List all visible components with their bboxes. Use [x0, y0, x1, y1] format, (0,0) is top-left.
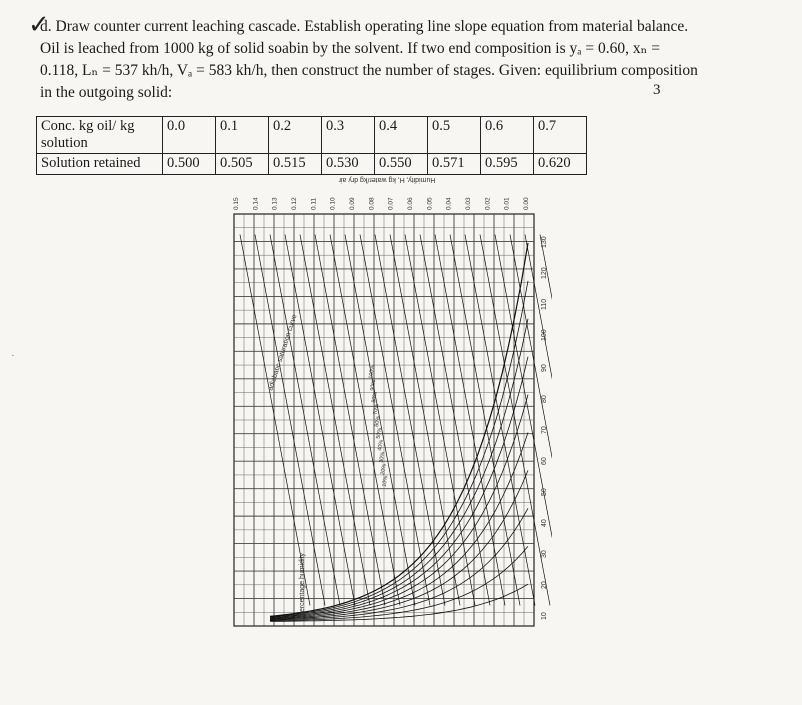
x-tick-label: 20 — [541, 581, 548, 589]
percent-labels — [368, 364, 389, 487]
y-tick-label: 0.10 — [329, 197, 337, 210]
y-tick-label: 0.12 — [291, 197, 298, 210]
table-cell: 0.571 — [428, 154, 481, 175]
chart-top-label: Humidity, H, kg water/kg dry air — [338, 176, 436, 183]
table-cell: 0.595 — [481, 154, 534, 175]
humidity-curve — [270, 281, 528, 617]
adiabatic-curve-label: adiabatic saturation curve — [267, 313, 299, 392]
question-line-2: Oil is leached from 1000 kg of solid soabin by the solvent. If two end composition is yₐ = 0.60, xₙ = — [40, 40, 660, 57]
percentage-humidity-label: percentage humidity — [299, 552, 306, 616]
y-tick-label: 0.09 — [349, 197, 356, 210]
y-tick-label: 0.15 — [233, 197, 240, 210]
percent-label: 90% — [369, 379, 378, 392]
percent-label: 100% — [368, 364, 377, 380]
x-tick-label: 100 — [541, 329, 548, 341]
percent-label: 40% — [377, 439, 385, 452]
table-cell: 0.530 — [322, 154, 375, 175]
margin-mark: · — [11, 350, 15, 362]
table-cell: 0.1 — [216, 117, 269, 154]
y-tick-label: 0.07 — [387, 197, 395, 210]
percent-label: 20% — [380, 463, 388, 476]
percent-label: 50% — [375, 427, 384, 440]
marks: 3 — [653, 82, 661, 98]
x-tick-label: 50 — [541, 488, 548, 496]
x-tick-label: 70 — [541, 426, 548, 434]
humidity-curve — [270, 243, 528, 616]
x-tick-label: 90 — [541, 364, 548, 372]
y-tick-label: 0.11 — [310, 197, 318, 210]
table-row — [37, 154, 587, 175]
question-line-4: in the outgoing solid: — [40, 84, 173, 101]
equilibrium-table — [36, 116, 587, 175]
table-cell: 0.505 — [216, 154, 269, 175]
y-tick-label: 0.01 — [503, 197, 511, 210]
x-tick-label: 60 — [541, 457, 548, 465]
x-tick-label: 10 — [541, 612, 548, 620]
x-tick-label: 120 — [541, 267, 548, 279]
question-line-1: d. Draw counter current leaching cascade. Establish operating line slope equation from material balance. — [40, 18, 689, 35]
table-cell: 0.500 — [163, 154, 216, 175]
table-cell: 0.550 — [375, 154, 428, 175]
percent-label: 30% — [378, 451, 387, 464]
x-tick-label: 130 — [541, 236, 548, 248]
chart-side-caption — [586, 168, 616, 638]
table-cell: 0.3 — [322, 117, 375, 154]
y-tick-label: 0.00 — [523, 197, 530, 210]
table-cell: 0.6 — [481, 117, 534, 154]
check-mark-icon: ✓ — [28, 10, 50, 39]
question-text — [40, 16, 740, 104]
y-tick-label: 0.04 — [445, 197, 453, 210]
y-tick-label: 0.02 — [484, 197, 492, 210]
table-cell: 0.7 — [534, 117, 587, 154]
x-tick-label: 40 — [541, 519, 548, 527]
adiabatic-line — [540, 235, 552, 606]
y-tick-label: 0.06 — [407, 197, 414, 210]
chart-curves — [240, 235, 552, 622]
percent-label: 80% — [371, 391, 379, 404]
percent-label: 60% — [374, 415, 382, 428]
table-cell: 0.2 — [269, 117, 322, 154]
y-tick-label: 0.05 — [426, 197, 434, 210]
y-tick-label: 0.14 — [252, 197, 260, 210]
humidity-chart — [222, 176, 552, 646]
table-cell: 0.620 — [534, 154, 587, 175]
x-tick-label: 30 — [541, 550, 548, 558]
row-header-retained: Solution retained — [37, 154, 163, 175]
table-cell: 0.0 — [163, 117, 216, 154]
percent-label: 10% — [381, 475, 390, 488]
humidity-curve — [270, 357, 528, 618]
row-header-conc: Conc. kg oil/ kg solution — [37, 117, 163, 154]
y-tick-label: 0.13 — [271, 197, 279, 210]
x-tick-label: 80 — [541, 395, 548, 403]
y-tick-labels — [233, 197, 530, 210]
y-tick-label: 0.03 — [465, 197, 472, 210]
table-cell: 0.515 — [269, 154, 322, 175]
x-tick-label: 110 — [541, 298, 548, 310]
table-cell: 0.5 — [428, 117, 481, 154]
y-tick-label: 0.08 — [368, 197, 376, 210]
question-line-3: 0.118, Lₙ = 537 kh/h, Vₐ = 583 kh/h, then construct the number of stages. Given: equilibrium composition — [40, 62, 698, 79]
percent-label: 70% — [372, 403, 381, 416]
table-cell: 0.4 — [375, 117, 428, 154]
table-row — [37, 117, 587, 154]
